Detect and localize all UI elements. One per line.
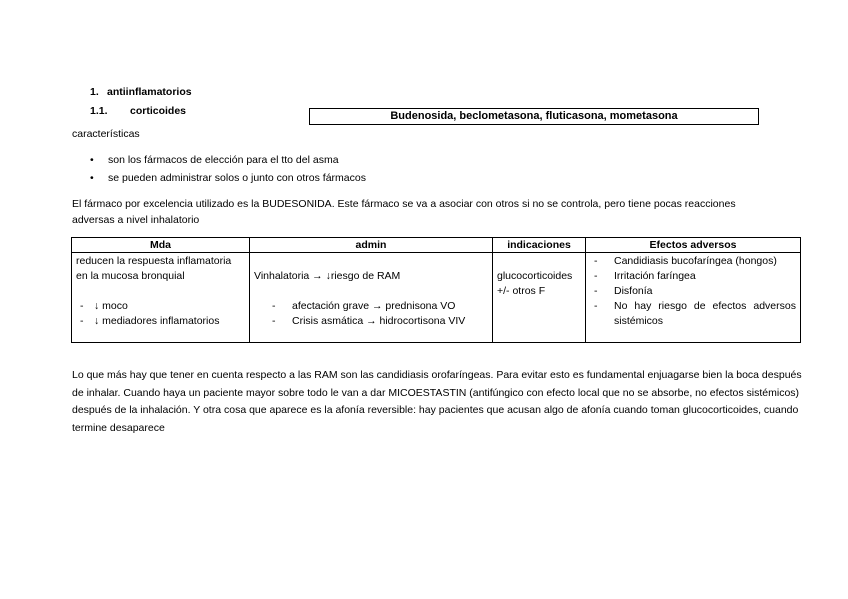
bullet-text: son los fármacos de elección para el tto del asma [108, 154, 339, 166]
header-indicaciones: indicaciones [493, 238, 586, 253]
efectos-list [590, 254, 796, 329]
corticoides-table [71, 237, 801, 343]
header-admin: admin [250, 238, 493, 253]
drugs-box: Budenosida, beclometasona, fluticasona, mometasona [309, 108, 759, 125]
paragraph-ram: Lo que más hay que tener en cuenta respecto a las RAM son las candidiasis orofaríngeas. Para evitar esto es fundamental enjuagarse bien la boca después de inhalar. Cuando haya un paciente mayor sobre todo le van a dar MICOESTASTIN (antifúngico con efecto local que no se absorbe, no efectos sistémicos) después de la inhalación. Y otra cosa que aparece es la afonía reversible: hay pacientes que acusan algo de afonía cuando toman glucocorticoides, cuando termine desaparece [72, 369, 802, 434]
list-item: - Candidiasis bucofaríngea (hongos) [590, 254, 796, 269]
list-item: - No hay riesgo de efectos adversos sistémicos [590, 299, 796, 329]
bullet-item [90, 154, 339, 166]
table-header-row [72, 238, 801, 253]
cell-admin [250, 253, 493, 343]
list-item: - ↓ mediadores inflamatorios [76, 314, 245, 329]
header-mda: Mda [72, 238, 250, 253]
mda-line: en la mucosa bronquial [76, 270, 185, 282]
list-item: - ↓ moco [76, 299, 245, 314]
heading-number: 1. [90, 86, 99, 98]
list-item: - Irritación faríngea [590, 269, 796, 284]
cell-indicaciones [493, 253, 586, 343]
admin-line: Vinhalatoria → ↓riesgo de RAM [254, 270, 401, 282]
subheading-number: 1.1. [90, 105, 108, 117]
list-item: - Disfonía [590, 284, 796, 299]
admin-list [254, 299, 488, 329]
list-item: - afectación grave → prednisona VO [254, 299, 488, 314]
heading-corticoides [90, 105, 186, 117]
cell-efectos-adversos [586, 253, 801, 343]
mda-line: reducen la respuesta inflamatoria [76, 255, 232, 267]
mda-list [76, 299, 245, 329]
header-efectos-adversos: Efectos adversos [586, 238, 801, 253]
cell-mda [72, 253, 250, 343]
paragraph-budesonida: El fármaco por excelencia utilizado es la BUDESONIDA. Este fármaco se va a asociar con otros si no se controla, pero tiene pocas reacciones adversas a nivel inhalatorio [72, 198, 736, 226]
bullet-text: se pueden administrar solos o junto con otros fármacos [108, 172, 366, 184]
table-row [72, 253, 801, 343]
list-item: - Crisis asmática → hidrocortisona VIV [254, 314, 488, 329]
bullet-icon: • [90, 172, 94, 184]
heading-antiinflamatorios [90, 86, 192, 98]
bullet-item [90, 172, 366, 184]
heading-text: antiinflamatorios [107, 86, 192, 98]
indicaciones-line: glucocorticoides [497, 270, 573, 282]
characteristics-label: características [72, 128, 140, 140]
indicaciones-line: +/- otros F [497, 285, 546, 297]
subheading-text: corticoides [130, 105, 187, 117]
bullet-icon: • [90, 154, 94, 166]
